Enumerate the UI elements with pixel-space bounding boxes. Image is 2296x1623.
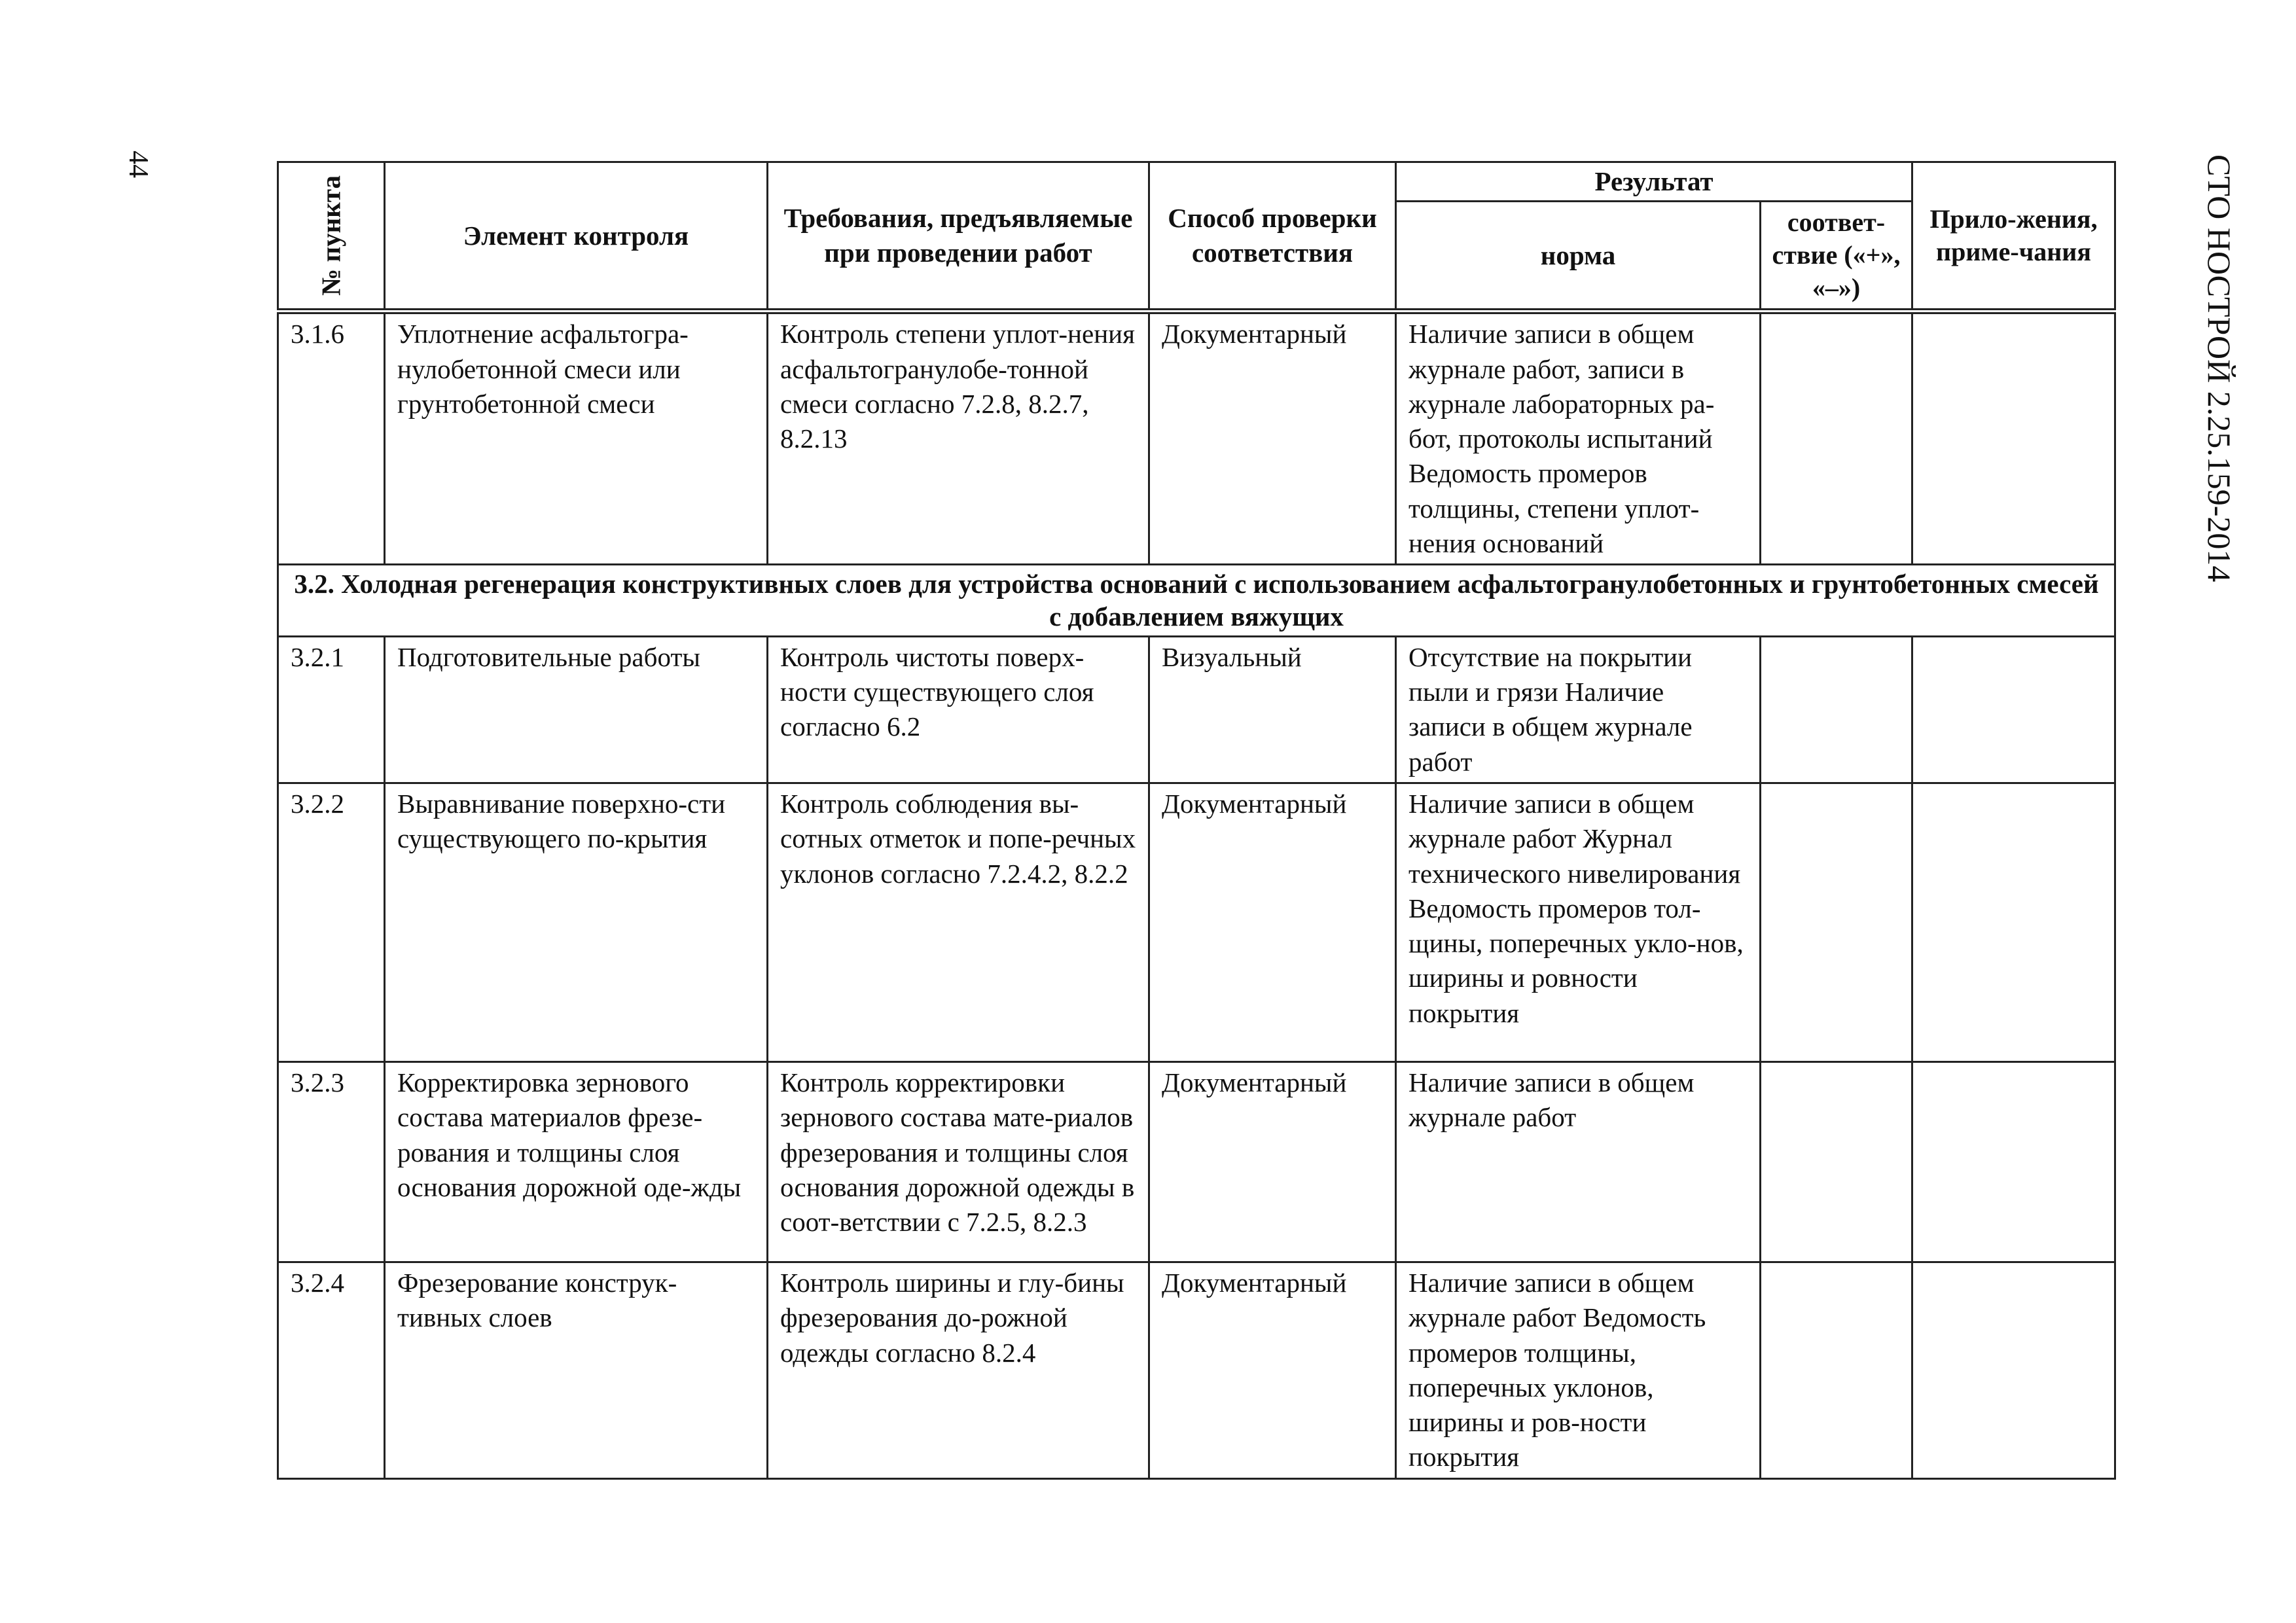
section-row xyxy=(278,565,2115,636)
row-element: Корректировка зернового состава материалов фрезе-рования и толщины слоя основания дорожной оде-жды xyxy=(385,1061,768,1262)
row-conformity xyxy=(1761,312,1912,565)
header-method: Способ проверки соответствия xyxy=(1149,162,1396,312)
row-norm: Отсутствие на покрытии пыли и грязи Наличие записи в общем журнале работ xyxy=(1396,636,1761,783)
row-requirements: Контроль корректировки зернового состава мате-риалов фрезерования и толщины слоя основания дорожной одежды в соот-ветствии с 7.2.5, 8.2.3 xyxy=(768,1061,1149,1262)
section-title: 3.2. Холодная регенерация конструктивных слоев для устройства оснований с использованием асфальтогранулобетонных и грунтобетонных смесей с добавлением вяжущих xyxy=(278,565,2115,636)
row-element: Уплотнение асфальтогра-нулобетонной смеси или грунтобетонной смеси xyxy=(385,312,768,565)
row-notes xyxy=(1912,1061,2115,1262)
row-norm: Наличие записи в общем журнале работ xyxy=(1396,1061,1761,1262)
header-result: Результат xyxy=(1396,162,1912,202)
row-element: Фрезерование конструк-тивных слоев xyxy=(385,1262,768,1478)
row-method: Визуальный xyxy=(1149,636,1396,783)
row-norm: Наличие записи в общем журнале работ, записи в журнале лабораторных ра-бот, протоколы испытаний Ведомость промеров толщины, степени уплот-нения оснований xyxy=(1396,312,1761,565)
table-row xyxy=(278,1262,2115,1478)
row-num: 3.2.4 xyxy=(278,1262,385,1478)
row-conformity xyxy=(1761,783,1912,1061)
header-norm: норма xyxy=(1396,202,1761,312)
table-row xyxy=(278,636,2115,783)
header-requirements: Требования, предъявляемые при проведении работ xyxy=(768,162,1149,312)
header-notes: Прило-жения, приме-чания xyxy=(1912,162,2115,312)
row-num: 3.1.6 xyxy=(278,312,385,565)
header-element: Элемент контроля xyxy=(385,162,768,312)
row-element: Подготовительные работы xyxy=(385,636,768,783)
row-num: 3.2.3 xyxy=(278,1061,385,1262)
row-requirements: Контроль соблюдения вы-сотных отметок и попе-речных уклонов согласно 7.2.4.2, 8.2.2 xyxy=(768,783,1149,1061)
row-notes xyxy=(1912,783,2115,1061)
row-requirements: Контроль ширины и глу-бины фрезерования до-рожной одежды согласно 8.2.4 xyxy=(768,1262,1149,1478)
row-method: Документарный xyxy=(1149,312,1396,565)
row-requirements: Контроль степени уплот-нения асфальтогранулобе-тонной смеси согласно 7.2.8, 8.2.7, 8.2.13 xyxy=(768,312,1149,565)
row-conformity xyxy=(1761,636,1912,783)
row-element: Выравнивание поверхно-сти существующего по-крытия xyxy=(385,783,768,1061)
row-num: 3.2.2 xyxy=(278,783,385,1061)
row-notes xyxy=(1912,1262,2115,1478)
header-num: № пункта xyxy=(278,162,385,312)
row-method: Документарный xyxy=(1149,783,1396,1061)
row-conformity xyxy=(1761,1061,1912,1262)
control-table xyxy=(277,161,2116,1480)
row-norm: Наличие записи в общем журнале работ Журнал технического нивелирования Ведомость промеров тол-щины, поперечных укло-нов, ширины и ровности покрытия xyxy=(1396,783,1761,1061)
table-row xyxy=(278,783,2115,1061)
row-num: 3.2.1 xyxy=(278,636,385,783)
row-requirements: Контроль чистоты поверх-ности существующего слоя согласно 6.2 xyxy=(768,636,1149,783)
row-norm: Наличие записи в общем журнале работ Ведомость промеров толщины, поперечных уклонов, ширины и ров-ности покрытия xyxy=(1396,1262,1761,1478)
row-notes xyxy=(1912,312,2115,565)
row-notes xyxy=(1912,636,2115,783)
page-number: 44 xyxy=(123,151,153,178)
table-header xyxy=(278,162,2115,312)
table-row xyxy=(278,312,2115,565)
row-conformity xyxy=(1761,1262,1912,1478)
document-code: СТО НОСТРОЙ 2.25.159-2014 xyxy=(2201,154,2238,582)
table-row xyxy=(278,1061,2115,1262)
row-method: Документарный xyxy=(1149,1262,1396,1478)
row-method: Документарный xyxy=(1149,1061,1396,1262)
header-conformity: соответ-ствие («+», «–») xyxy=(1761,202,1912,312)
